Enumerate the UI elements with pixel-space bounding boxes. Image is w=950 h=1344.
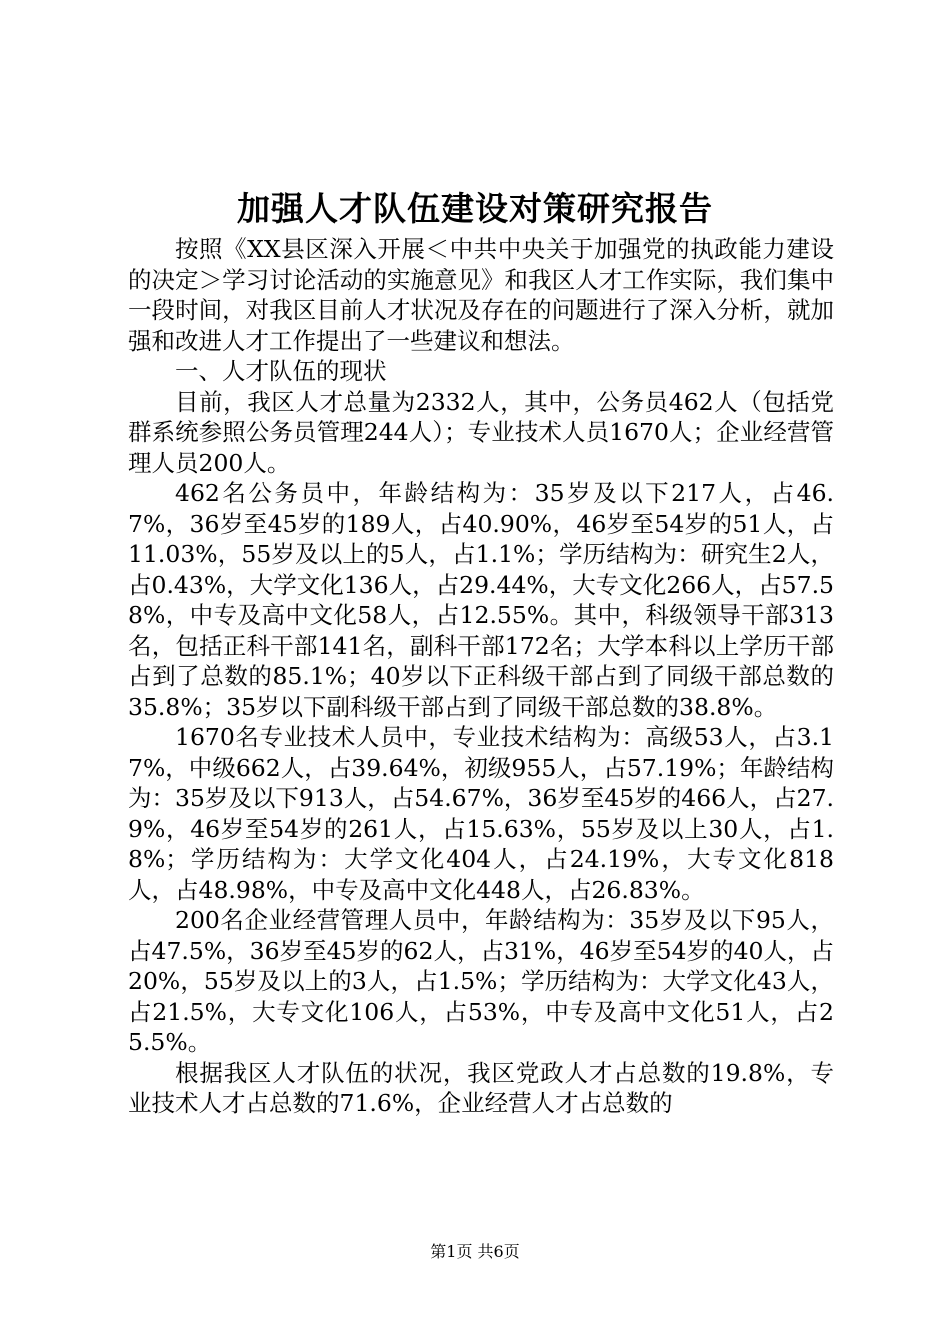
section-heading: 一、人才队伍的现状	[175, 357, 387, 385]
paragraph-summary: 根据我区人才队伍的状况，我区党政人才占总数的19.8%，专业技术人才占总数的71.6%，企业经营人才占总数的	[128, 1058, 834, 1117]
paragraph-intro: 按照《XX县区深入开展＜中共中央关于加强党的执政能力建设的决定＞学习讨论活动的实施意见》和我区人才工作实际，我们集中一段时间，对我区目前人才状况及存在的问题进行了深入分析，就加强和改进人才工作提出了一些建议和想法。	[128, 235, 834, 355]
document-title: 加强人才队伍建设对策研究报告	[237, 189, 713, 228]
paragraph-enterprise-managers: 200名企业经营管理人员中，年龄结构为：35岁及以下95人，占47.5%，36岁至45岁的62人，占31%，46岁至54岁的40人，占20%，55岁及以上的3人，占1.5%；学历结构为：大学文化43人，占21.5%，大专文化106人，占53%，中专及高中文化51人，占25.5%。	[128, 906, 834, 1056]
paragraph-civil-servants: 462名公务员中，年龄结构为：35岁及以下217人，占46.7%，36岁至45岁的189人，占40.90%，46岁至54岁的51人，占11.03%，55岁及以上的5人，占1.1%；学历结构为：研究生2人，占0.43%，大学文化136人，占29.44%，大专文化266人，占57.58%，中专及高中文化58人，占12.55%。其中，科级领导干部313名，包括正科干部141名，副科干部172名；大学本科以上学历干部占到了总数的85.1%；40岁以下正科级干部占到了同级干部总数的35.8%；35岁以下副科级干部占到了同级干部总数的38.8%。	[128, 479, 834, 721]
paragraph-technical-staff: 1670名专业技术人员中，专业技术结构为：高级53人，占3.17%，中级662人，占39.64%，初级955人，占57.19%；年龄结构为：35岁及以下913人，占54.67%，36岁至45岁的466人，占27.9%，46岁至54岁的261人，占15.63%，55岁及以上30人，占1.8%；学历结构为：大学文化404人，占24.19%，大专文化818人，占48.98%，中专及高中文化448人，占26.83%。	[128, 723, 834, 904]
page-footer: 第1页 共6页	[430, 1242, 520, 1261]
document-body	[128, 234, 834, 1119]
paragraph-total: 目前，我区人才总量为2332人，其中，公务员462人（包括党群系统参照公务员管理244人）；专业技术人员1670人；企业经营管理人员200人。	[128, 387, 834, 477]
